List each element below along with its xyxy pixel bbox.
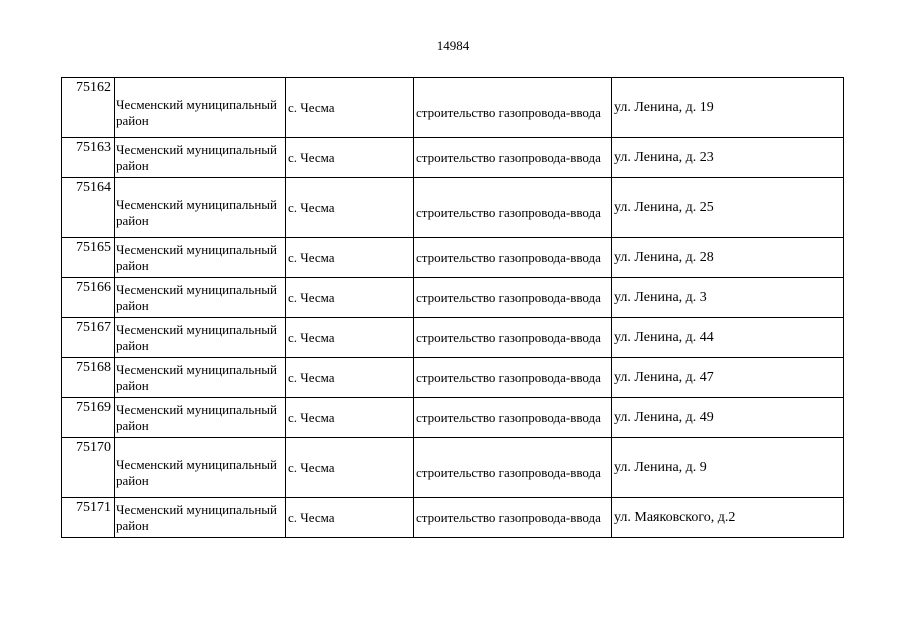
work-type-cell: строительство газопровода-ввода [414,438,612,498]
district-cell: Чесменский муниципальный район [115,398,286,438]
district-cell: Чесменский муниципальный район [115,438,286,498]
address-cell: ул. Ленина, д. 23 [612,138,844,178]
address-cell: ул. Ленина, д. 44 [612,318,844,358]
settlement-cell: с. Чесма [286,318,414,358]
table-row [62,238,844,278]
address-cell: ул. Ленина, д. 19 [612,78,844,138]
page-number: 14984 [436,38,470,53]
settlement-cell: с. Чесма [286,138,414,178]
table-row [62,398,844,438]
work-type-cell: строительство газопровода-ввода [414,398,612,438]
table-row [62,358,844,398]
address-cell: ул. Ленина, д. 25 [612,178,844,238]
row-number: 75162 [62,78,115,138]
row-number: 75166 [62,278,115,318]
work-type-cell: строительство газопровода-ввода [414,178,612,238]
district-cell: Чесменский муниципальный район [115,78,286,138]
work-type-cell: строительство газопровода-ввода [414,138,612,178]
row-number: 75168 [62,358,115,398]
settlement-cell: с. Чесма [286,178,414,238]
table-row [62,438,844,498]
settlement-cell: с. Чесма [286,78,414,138]
district-cell: Чесменский муниципальный район [115,358,286,398]
table-row [62,78,844,138]
district-cell: Чесменский муниципальный район [115,498,286,538]
work-type-cell: строительство газопровода-ввода [414,78,612,138]
work-type-cell: строительство газопровода-ввода [414,498,612,538]
settlement-cell: с. Чесма [286,438,414,498]
row-number: 75163 [62,138,115,178]
district-cell: Чесменский муниципальный район [115,138,286,178]
work-type-cell: строительство газопровода-ввода [414,238,612,278]
settlement-cell: с. Чесма [286,278,414,318]
work-type-cell: строительство газопровода-ввода [414,278,612,318]
table-row [62,498,844,538]
row-number: 75171 [62,498,115,538]
address-cell: ул. Ленина, д. 47 [612,358,844,398]
table-row [62,278,844,318]
work-type-cell: строительство газопровода-ввода [414,318,612,358]
district-cell: Чесменский муниципальный район [115,278,286,318]
table-row [62,318,844,358]
registry-table [61,77,844,538]
settlement-cell: с. Чесма [286,498,414,538]
work-type-cell: строительство газопровода-ввода [414,358,612,398]
settlement-cell: с. Чесма [286,358,414,398]
settlement-cell: с. Чесма [286,398,414,438]
settlement-cell: с. Чесма [286,238,414,278]
address-cell: ул. Ленина, д. 49 [612,398,844,438]
table-row [62,138,844,178]
row-number: 75167 [62,318,115,358]
district-cell: Чесменский муниципальный район [115,238,286,278]
row-number: 75170 [62,438,115,498]
registry-table-body [62,78,844,538]
row-number: 75165 [62,238,115,278]
row-number: 75169 [62,398,115,438]
address-cell: ул. Ленина, д. 28 [612,238,844,278]
district-cell: Чесменский муниципальный район [115,178,286,238]
table-row [62,178,844,238]
address-cell: ул. Ленина, д. 9 [612,438,844,498]
district-cell: Чесменский муниципальный район [115,318,286,358]
address-cell: ул. Маяковского, д.2 [612,498,844,538]
row-number: 75164 [62,178,115,238]
address-cell: ул. Ленина, д. 3 [612,278,844,318]
